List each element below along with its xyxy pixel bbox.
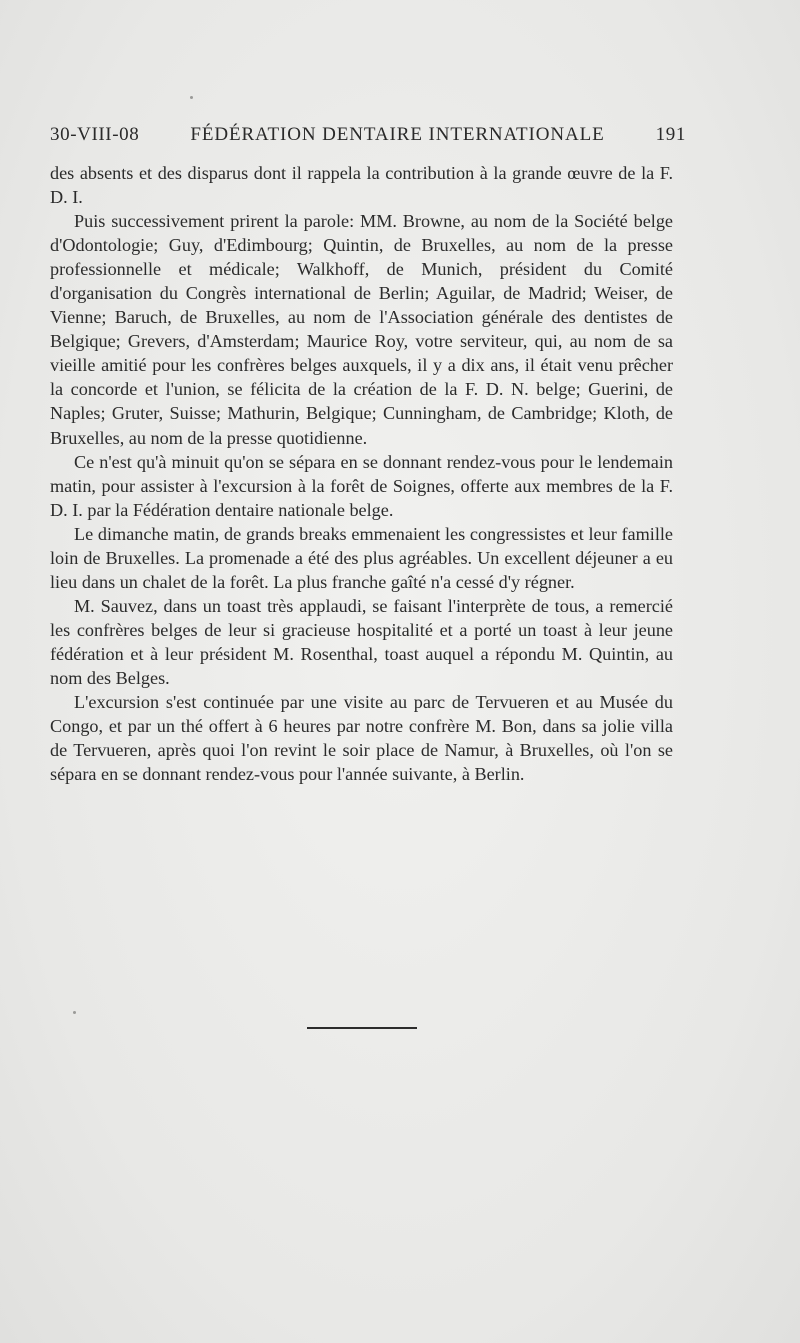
body-text	[50, 161, 673, 786]
paragraph-3: Ce n'est qu'à minuit qu'on se sépara en se donnant rendez-vous pour le lendemain matin, pour assister à l'excursion à la forêt de Soignes, offerte aux membres de la F. D. I. par la Fédération dentaire nationale belge.	[50, 451, 673, 520]
paper-speck	[190, 96, 193, 99]
paragraph-4: Le dimanche matin, de grands breaks emmenaient les congressistes et leur famille loin de Bruxelles. La promenade a été des plus agréables. Un excellent déjeuner a eu lieu dans un chalet de la forêt. La plus franche gaîté n'a cessé d'y régner.	[50, 523, 673, 592]
paragraph-5: M. Sauvez, dans un toast très applaudi, se faisant l'interprète de tous, a remercié les confrères belges de leur si gracieuse hospitalité et a porté un toast à leur jeune fédération et à leur président M. Rosenthal, toast auquel a répondu M. Quintin, au nom des Belges.	[50, 595, 673, 688]
paragraph-2: Puis successivement prirent la parole: MM. Browne, au nom de la Société belge d'Odontologie; Guy, d'Edimbourg; Quintin, de Bruxelles, au nom de la presse professionnelle et médicale; Walkhoff, de Munich, président du Comité d'organisation du Congrès international de Berlin; Aguilar, de Madrid; Weiser, de Vienne; Baruch, de Bruxelles, au nom de l'Association générale des dentistes de Belgique; Grevers, d'Amsterdam; Maurice Roy, votre serviteur, qui, au nom de sa vieille amitié pour les confrères belges auxquels, il y a dix ans, il était venu prêcher la concorde et l'union, se félicita de la création de la F. D. N. belge; Guerini, de Naples; Gruter, Suisse; Mathurin, Belgique; Cunningham, de Cambridge; Kloth, de Bruxelles, au nom de la presse quotidienne.	[50, 211, 673, 448]
paragraph-1: des absents et des disparus dont il rappela la contribution à la grande œuvre de la F. D. I.	[50, 163, 673, 208]
page-number: 191	[655, 124, 686, 145]
end-rule	[307, 1027, 417, 1029]
paper-speck	[73, 1011, 76, 1014]
header-title: FÉDÉRATION DENTAIRE INTERNATIONALE	[190, 124, 605, 145]
header-date: 30-VIII-08	[50, 124, 140, 145]
paragraph-6: L'excursion s'est continuée par une visite au parc de Tervueren et au Musée du Congo, et par un thé offert à 6 heures par notre confrère M. Bon, dans sa jolie villa de Tervueren, après quoi l'on revint le soir place de Namur, à Bruxelles, où l'on se sépara en se donnant rendez-vous pour l'année suivante, à Berlin.	[50, 692, 673, 785]
running-header	[50, 124, 686, 146]
